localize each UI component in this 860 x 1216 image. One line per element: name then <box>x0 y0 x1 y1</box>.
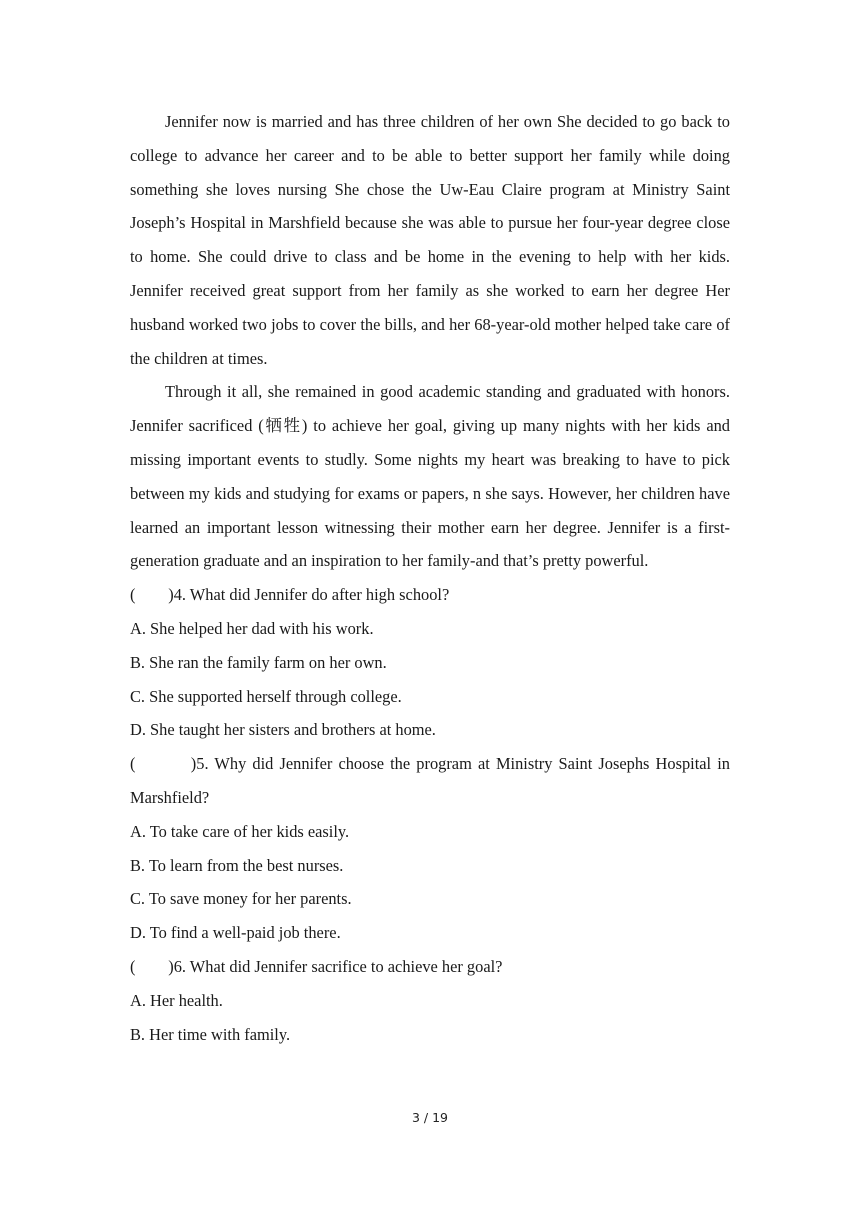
passage-paragraph-2: Through it all, she remained in good academic standing and graduated with honors. Jennifer sacrificed (牺牲) to achieve her goal, giving up many nights with her kids and missing important events to studly. Some nights my heart was breaking to have to pick between my kids and studying for exams or papers, n she says. However, her children have learned an important lesson witnessing their mother earn her degree. Jennifer is a first-generation graduate and an inspiration to her family-and that’s pretty powerful. <box>130 382 730 571</box>
option-a: A. Her health. <box>130 990 223 1010</box>
answer-blank: ( ) <box>130 956 174 976</box>
option-d: D. She taught her sisters and brothers at home. <box>130 720 436 740</box>
passage-paragraph-1: Jennifer now is married and has three children of her own She decided to go back to college to advance her career and to be able to better support her family while doing something she loves nursing She chose the Uw-Eau Claire program at Ministry Saint Joseph’s Hospital in Marshfield because she was able to pursue her four-year degree close to home. She could drive to class and be home in the evening to help with her kids. Jennifer received great support from her family as she worked to earn her degree Her husband worked two jobs to cover the bills, and her 68-year-old mother helped take care of the children at times. <box>130 112 730 368</box>
option-a: A. To take care of her kids easily. <box>130 821 350 841</box>
option-a: A. She helped her dad with his work. <box>130 618 374 638</box>
page-number: 3 / 19 <box>411 1110 449 1125</box>
question-text: 4. What did Jennifer do after high school? <box>173 585 450 605</box>
question-text: 5. Why did Jennifer choose the program at Ministry Saint Josephs Hospital in Marshfield? <box>130 754 730 807</box>
question-6 <box>130 950 730 1051</box>
option-c: C. She supported herself through college. <box>130 686 402 706</box>
option-b: B. She ran the family farm on her own. <box>130 652 387 672</box>
question-stem <box>130 950 730 984</box>
document-page <box>130 105 730 1051</box>
answer-blank: ( ) <box>130 585 174 605</box>
question-5 <box>130 747 730 950</box>
option-b: B. To learn from the best nurses. <box>130 855 344 875</box>
question-stem <box>130 578 730 612</box>
question-4 <box>130 578 730 747</box>
answer-blank: ( ) <box>130 754 197 774</box>
option-d: D. To find a well-paid job there. <box>130 923 341 943</box>
question-stem <box>130 747 730 815</box>
option-c: C. To save money for her parents. <box>130 889 352 909</box>
question-text: 6. What did Jennifer sacrifice to achieve her goal? <box>173 956 503 976</box>
option-b: B. Her time with family. <box>130 1024 291 1044</box>
